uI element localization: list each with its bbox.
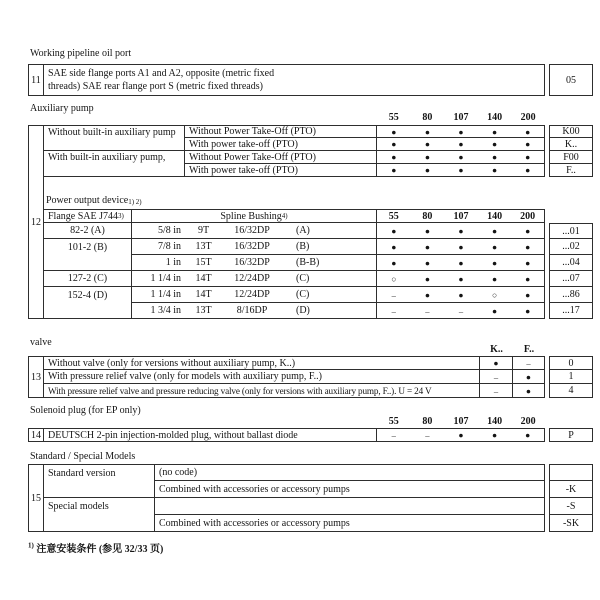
- table-row: [44, 428, 593, 442]
- availability-dot: –: [444, 303, 478, 319]
- flange-column-header: [44, 209, 132, 223]
- availability-dot: ●: [377, 164, 411, 177]
- availability-dot: –: [480, 370, 513, 384]
- availability-dot: ●: [444, 151, 478, 164]
- valve-option-label: Without valve (only for versions without auxiliary pump, K..): [44, 356, 480, 370]
- availability-dot: ●: [444, 125, 478, 138]
- table-header-row: [44, 209, 593, 223]
- spline-letter-cell: (C): [282, 287, 377, 303]
- spline-size-cell: 1 1/4 in: [132, 271, 185, 287]
- footnote: [28, 540, 163, 555]
- availability-dot: ●: [444, 223, 478, 239]
- table-row: [44, 464, 593, 481]
- section-label-working-port: Working pipeline oil port: [30, 48, 132, 59]
- availability-dot: ●: [478, 151, 512, 164]
- aux-group-label: With built-in auxiliary pump,: [44, 151, 185, 164]
- availability-dot: ●: [444, 255, 478, 271]
- code-box: 1: [549, 370, 593, 384]
- section-label-models: Standard / Special Models: [30, 451, 136, 462]
- availability-dot: ●: [478, 239, 512, 255]
- availability-dot: ●: [478, 223, 512, 239]
- availability-dot: ●: [377, 125, 411, 138]
- solenoid-option-label: DEUTSCH 2-pin injection-molded plug, without ballast diode: [44, 428, 377, 442]
- aux-option-label: With power take-off (PTO): [185, 164, 377, 177]
- aux-option-label: Without Power Take-Off (PTO): [185, 151, 377, 164]
- availability-dot: ●: [411, 255, 445, 271]
- model-group-label: Standard version: [44, 464, 155, 481]
- availability-dot: ●: [411, 138, 445, 151]
- availability-dot: ●: [444, 271, 478, 287]
- row-number-13: 13: [28, 356, 44, 398]
- flange-cell: [44, 303, 132, 319]
- code-box: -K: [549, 481, 593, 498]
- availability-dot: ●: [444, 428, 478, 442]
- table-row: [44, 125, 593, 138]
- row-number-11: 11: [28, 64, 44, 96]
- availability-dot: ●: [444, 164, 478, 177]
- availability-dot: ●: [480, 356, 513, 370]
- size-column-header: 55: [388, 416, 399, 427]
- availability-dot: ○: [377, 271, 411, 287]
- flange-cell: 82-2 (A): [44, 223, 132, 239]
- availability-dot: ●: [411, 239, 445, 255]
- size-column-header: 107: [444, 209, 478, 223]
- model-option-label: (no code): [155, 464, 545, 481]
- size-column-header: 80: [422, 416, 433, 427]
- spline-teeth-cell: 14T: [185, 287, 222, 303]
- size-column-header: 200: [520, 112, 536, 123]
- spline-teeth-cell: 14T: [185, 271, 222, 287]
- table-row: [44, 481, 593, 498]
- code-box: P: [549, 428, 593, 442]
- valve-table: [44, 356, 593, 398]
- spline-size-cell: 1 3/4 in: [132, 303, 185, 319]
- spline-letter-cell: (D): [282, 303, 377, 319]
- footnote-marker: 3): [118, 211, 124, 220]
- code-box: F..: [549, 164, 593, 177]
- availability-dot: ●: [411, 151, 445, 164]
- models-table: [44, 464, 593, 532]
- availability-dot: ●: [511, 303, 545, 319]
- availability-dot: ●: [511, 255, 545, 271]
- description-line-1: SAE side flange ports A1 and A2, opposite (metric fixed: [48, 68, 275, 79]
- spline-dp-cell: 16/32DP: [222, 239, 282, 255]
- availability-dot: ●: [511, 125, 545, 138]
- availability-dot: ●: [411, 271, 445, 287]
- model-option-label: Combined with accessories or accessory pumps: [155, 515, 545, 532]
- table-row: [44, 356, 593, 370]
- table-row: [44, 138, 593, 151]
- spline-dp-cell: 16/32DP: [222, 223, 282, 239]
- availability-dot: ●: [478, 164, 512, 177]
- power-output-label: Power output device: [46, 195, 129, 206]
- availability-dot: ●: [478, 271, 512, 287]
- flange-cell: [44, 255, 132, 271]
- spline-header-text: Spline Bushing: [220, 210, 282, 222]
- model-option-label: Combined with accessories or accessory pumps: [155, 481, 545, 498]
- working-port-table: [44, 64, 593, 96]
- code-box: ...86: [549, 287, 593, 303]
- availability-dot: –: [411, 428, 445, 442]
- code-box-working-port: 05: [549, 64, 593, 96]
- table-row: [44, 151, 593, 164]
- row-number-14: 14: [28, 428, 44, 442]
- availability-dot: ●: [511, 164, 545, 177]
- table-row: [44, 223, 593, 239]
- size-column-header: 80: [411, 209, 445, 223]
- aux-group-label: Without built-in auxiliary pump: [44, 125, 185, 138]
- table-row: [44, 255, 593, 271]
- availability-dot: ●: [511, 151, 545, 164]
- table-row: [44, 498, 593, 515]
- availability-dot: ●: [411, 125, 445, 138]
- availability-dot: –: [480, 384, 513, 398]
- availability-dot: ●: [511, 287, 545, 303]
- availability-dot: ●: [478, 138, 512, 151]
- flange-cell: 152-4 (D): [44, 287, 132, 303]
- spline-size-cell: 1 in: [132, 255, 185, 271]
- availability-dot: –: [377, 287, 411, 303]
- table-row: [44, 239, 593, 255]
- section-label-power-output: [44, 177, 593, 209]
- valve-column-header-k: K..: [490, 344, 503, 355]
- spline-letter-cell: (B): [282, 239, 377, 255]
- valve-option-label: With pressure relief valve (only for models with auxiliary pump, F..): [44, 370, 480, 384]
- size-column-header: 140: [487, 416, 503, 427]
- footnote-marker: 1): [28, 541, 34, 550]
- availability-dot: –: [377, 303, 411, 319]
- availability-dot: ●: [444, 287, 478, 303]
- table-row: [44, 64, 593, 96]
- availability-dot: ●: [411, 164, 445, 177]
- code-box: K..: [549, 138, 593, 151]
- size-column-header: 80: [422, 112, 433, 123]
- availability-dot: ●: [478, 428, 512, 442]
- code-box: ...02: [549, 239, 593, 255]
- availability-dot: ●: [513, 384, 545, 398]
- valve-column-headers: [480, 344, 545, 355]
- valve-option-label: With pressure relief valve and pressure reducing valve (only for versions with auxiliary pump, F..). U = 24 V: [44, 384, 480, 398]
- availability-dot: ●: [511, 223, 545, 239]
- availability-dot: –: [411, 303, 445, 319]
- availability-dot: ●: [377, 138, 411, 151]
- availability-dot: ●: [377, 255, 411, 271]
- spline-size-cell: 5/8 in: [132, 223, 185, 239]
- spline-letter-cell: (B-B): [282, 255, 377, 271]
- spline-teeth-cell: 15T: [185, 255, 222, 271]
- size-column-header: 55: [377, 209, 411, 223]
- row-number-15: 15: [28, 464, 44, 532]
- spline-dp-cell: 12/24DP: [222, 287, 282, 303]
- section-label-solenoid: Solenoid plug (for EP only): [30, 405, 141, 416]
- code-box: ...01: [549, 223, 593, 239]
- code-box: ...04: [549, 255, 593, 271]
- size-column-header: 55: [388, 112, 399, 123]
- availability-dot: –: [377, 428, 411, 442]
- availability-dot: ●: [478, 303, 512, 319]
- table-row: [44, 164, 593, 177]
- solenoid-table: [44, 428, 593, 442]
- code-box: -SK: [549, 515, 593, 532]
- size-column-header: 140: [478, 209, 512, 223]
- model-group-label: [44, 515, 155, 532]
- spline-letter-cell: (A): [282, 223, 377, 239]
- valve-column-header-f: F..: [523, 344, 535, 355]
- availability-dot: ●: [511, 138, 545, 151]
- aux-option-label: With power take-off (PTO): [185, 138, 377, 151]
- availability-dot: ●: [377, 223, 411, 239]
- model-option-label: [155, 498, 545, 515]
- aux-option-label: Without Power Take-Off (PTO): [185, 125, 377, 138]
- section-12-content: [44, 125, 593, 319]
- section-label-valve: valve: [30, 337, 52, 348]
- table-row: [44, 384, 593, 398]
- availability-dot: ●: [511, 271, 545, 287]
- footnote-text: 注意安装条件 (参见 32/33 页): [33, 544, 164, 555]
- spline-size-cell: 7/8 in: [132, 239, 185, 255]
- spline-dp-cell: 8/16DP: [222, 303, 282, 319]
- row-number-12: 12: [28, 125, 44, 319]
- description-line-2: threads) SAE rear flange port S (metric fixed threads): [48, 80, 263, 92]
- spline-dp-cell: 16/32DP: [222, 255, 282, 271]
- code-box: -S: [549, 498, 593, 515]
- size-column-header: 140: [487, 112, 503, 123]
- table-row: [44, 287, 593, 303]
- aux-group-label: [44, 164, 185, 177]
- table-row: [44, 370, 593, 384]
- availability-dot: ●: [478, 125, 512, 138]
- availability-dot: ●: [511, 239, 545, 255]
- solenoid-size-headers: [377, 416, 545, 427]
- spline-column-header: [132, 209, 377, 223]
- spline-size-cell: 1 1/4 in: [132, 287, 185, 303]
- model-group-label: Special models: [44, 498, 155, 515]
- model-group-label: [44, 481, 155, 498]
- flange-header-text: Flange SAE J744: [48, 210, 118, 222]
- working-port-description: [44, 64, 545, 96]
- spline-teeth-cell: 13T: [185, 303, 222, 319]
- footnote-marker: 4): [281, 211, 288, 220]
- availability-dot: ●: [513, 370, 545, 384]
- size-column-header: 200: [520, 416, 536, 427]
- section-label-aux-pump: Auxiliary pump: [30, 103, 94, 114]
- availability-dot: ●: [377, 239, 411, 255]
- availability-dot: –: [513, 356, 545, 370]
- availability-dot: ●: [411, 223, 445, 239]
- size-column-header: 107: [453, 112, 469, 123]
- code-box: [549, 464, 593, 481]
- flange-cell: 127-2 (C): [44, 271, 132, 287]
- availability-dot: ●: [444, 239, 478, 255]
- code-box: 4: [549, 384, 593, 398]
- spline-letter-cell: (C): [282, 271, 377, 287]
- availability-dot: ●: [444, 138, 478, 151]
- availability-dot: ○: [478, 287, 512, 303]
- aux-group-label: [44, 138, 185, 151]
- code-box: ...07: [549, 271, 593, 287]
- footnote-marker: 1) 2): [128, 198, 142, 206]
- table-row: [44, 271, 593, 287]
- code-box: 0: [549, 356, 593, 370]
- size-column-header: 200: [511, 209, 545, 223]
- spline-teeth-cell: 13T: [185, 239, 222, 255]
- table-row: [44, 515, 593, 532]
- spline-dp-cell: 12/24DP: [222, 271, 282, 287]
- code-box: K00: [549, 125, 593, 138]
- aux-pump-size-headers: [377, 112, 545, 123]
- availability-dot: ●: [411, 287, 445, 303]
- code-box: ...17: [549, 303, 593, 319]
- spline-teeth-cell: 9T: [185, 223, 222, 239]
- size-column-header: 107: [453, 416, 469, 427]
- availability-dot: ●: [511, 428, 545, 442]
- flange-cell: 101-2 (B): [44, 239, 132, 255]
- table-row: [44, 303, 593, 319]
- code-box: F00: [549, 151, 593, 164]
- availability-dot: ●: [478, 255, 512, 271]
- availability-dot: ●: [377, 151, 411, 164]
